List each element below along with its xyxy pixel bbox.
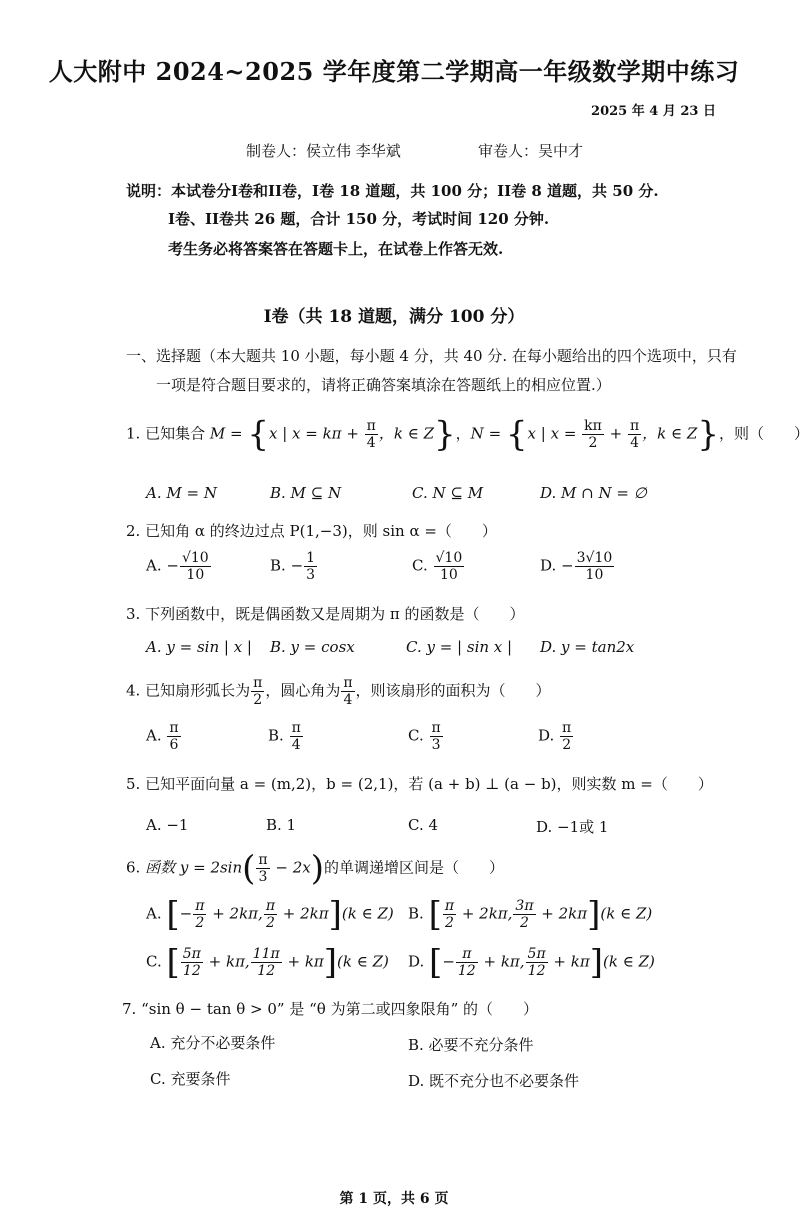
q6-d-tail: (k ∈ Z) [602, 952, 655, 971]
q1-option-d: D. M ∩ N = ∅ [540, 484, 647, 502]
q3-option-d: D. y = tan2x [540, 638, 635, 656]
q2-c-frac [434, 550, 465, 583]
q7-number: 7. [122, 1000, 137, 1018]
q6-a-lbracket: [ [166, 894, 180, 935]
q6-d-rbracket: ] [589, 942, 603, 983]
q4-a-frac [167, 720, 180, 753]
q6-stem-b: 的单调递增区间是（ ） [323, 858, 504, 877]
q6-b-frac-2 [513, 898, 535, 931]
q4-frac-1 [251, 675, 264, 708]
q2-option-d [540, 550, 615, 583]
q6-c-lbracket: [ [166, 942, 180, 983]
q6-a-label: A. [146, 904, 162, 923]
q6-c-term-2: + kπ [282, 952, 324, 971]
q1-frac-3-den: 4 [630, 435, 640, 451]
question-5 [126, 773, 713, 794]
q1-number: 1. [126, 424, 141, 443]
q6-d-term-1: + kπ, [478, 952, 525, 971]
q2-a-sign: − [166, 556, 179, 575]
page-number: 第 1 页，共 6 页 [339, 1191, 449, 1207]
q6-option-a [146, 894, 394, 935]
q6-d-frac-1 [456, 946, 478, 979]
q4-b-num: π [291, 720, 301, 736]
q1-M: M [209, 424, 226, 443]
q1-frac-1 [365, 418, 378, 451]
q5-stem: 已知平面向量 a = (m,2)，b = (2,1)，若 (a + b) ⊥ (a − b)，则实数 m =（ ） [145, 775, 713, 793]
q5-option-d: D. −1或 1 [536, 818, 609, 836]
q1-eq-2: = [483, 424, 506, 443]
q5-option-a: A. −1 [146, 816, 189, 834]
q4-a-label: A. [146, 726, 162, 745]
q4-stem-a: 已知扇形弧长为 [145, 681, 251, 700]
q4-b-den: 4 [291, 737, 301, 753]
q1-set2b: + [604, 424, 627, 443]
q6-d-f2-num: 5π [527, 946, 546, 962]
q6-b-label: B. [408, 904, 424, 923]
q4-a-den: 6 [169, 737, 179, 753]
q6-d-sign: − [442, 952, 455, 971]
q1-frac-2-num: kπ [584, 418, 602, 434]
q6-c-rbracket: ] [323, 942, 338, 983]
q5-option-c: C. 4 [408, 816, 439, 834]
q1-set1b: ，k ∈ Z [378, 424, 435, 443]
q6-d-frac-2 [526, 946, 548, 979]
q4-f1-num: π [253, 675, 263, 691]
q6-frac [256, 852, 269, 885]
q4-c-frac [430, 720, 443, 753]
q1-rbrace-2: } [697, 414, 719, 455]
q1-option-b: B. M ⊆ N [270, 484, 342, 502]
q2-d-num: 3√10 [576, 550, 613, 566]
q6-a-f1-num: π [195, 898, 205, 914]
q6-d-lbracket: [ [429, 942, 443, 983]
q6-c-f1-num: 5π [182, 946, 201, 962]
q4-stem-c: ，则该扇形的面积为（ ） [355, 681, 551, 700]
q1-set1: x | x = kπ + [268, 424, 364, 443]
q6-b-f1-num: π [444, 898, 455, 914]
q7-option-b: B. 必要不充分条件 [408, 1036, 534, 1054]
q1-N: N [470, 424, 484, 443]
q6-d-term-2: + kπ [548, 952, 590, 971]
q4-a-num: π [169, 720, 179, 736]
q1-option-c: C. N ⊆ M [412, 484, 484, 502]
q7-option-c: C. 充要条件 [150, 1070, 231, 1088]
q4-b-frac [290, 720, 303, 753]
q6-a-tail: (k ∈ Z) [341, 904, 394, 923]
q2-b-label: B. [270, 556, 286, 575]
q4-d-label: D. [538, 726, 555, 745]
q7-option-a: A. 充分不必要条件 [150, 1034, 276, 1052]
q4-b-label: B. [268, 726, 284, 745]
q6-c-f2-num: 11π [252, 946, 280, 962]
q6-lparen: ( [242, 848, 256, 889]
question-4 [126, 675, 551, 708]
q7-option-d: D. 既不充分也不必要条件 [408, 1072, 580, 1090]
q1-frac-2 [582, 418, 604, 451]
q6-a-term-1: + 2kπ, [207, 904, 263, 923]
q4-number: 4. [126, 681, 141, 700]
q2-a-frac [180, 550, 211, 583]
question-1 [126, 414, 809, 455]
q1-frac-2-den: 2 [588, 435, 598, 451]
q2-option-b [270, 550, 318, 583]
q3-option-b: B. y = cosx [270, 638, 355, 656]
section-title: I卷（共 18 道题，满分 100 分） [263, 307, 525, 327]
q6-d-f1-den: 12 [457, 963, 476, 979]
q4-d-num: π [562, 720, 572, 736]
q6-b-term-2: + 2kπ [536, 904, 588, 923]
q6-d-f2-den: 12 [527, 963, 546, 979]
q6-inner-post: − 2x [270, 858, 311, 877]
q2-c-num: √10 [435, 550, 463, 566]
part1-line-2: 一项是符合题目要求的，请将正确答案填涂在答题纸上的相应位置.） [156, 376, 611, 394]
question-6 [126, 848, 504, 889]
q6-c-tail: (k ∈ Z) [337, 952, 389, 971]
q6-d-label: D. [408, 952, 425, 971]
q6-c-frac-2 [251, 946, 282, 979]
authors: 制卷人：侯立伟 李华斌 [246, 142, 401, 160]
q6-a-frac-2 [264, 898, 277, 931]
q2-a-label: A. [146, 556, 162, 575]
q6-c-f2-den: 12 [257, 963, 276, 979]
q1-sep: ， [455, 424, 471, 443]
q6-a-rbracket: ] [328, 894, 342, 935]
exam-date: 2025 年 4 月 23 日 [591, 104, 716, 119]
q4-option-d [538, 720, 574, 753]
q6-a-term-2: + 2kπ [278, 904, 329, 923]
q1-eq: = [225, 424, 248, 443]
q5-number: 5. [126, 775, 141, 793]
q6-c-frac-1 [181, 946, 203, 979]
q6-a-f2-den: 2 [265, 915, 275, 931]
q4-f1-den: 2 [253, 692, 263, 708]
q1-frac-3-num: π [629, 418, 640, 434]
q6-frac-den: 3 [258, 869, 268, 885]
q5-option-b: B. 1 [266, 816, 297, 834]
q4-c-den: 3 [431, 737, 441, 753]
q4-f2-den: 4 [343, 692, 353, 708]
q4-c-label: C. [408, 726, 424, 745]
q6-option-c [146, 942, 389, 983]
q1-lbrace-2: { [505, 414, 528, 455]
q2-d-den: 10 [585, 567, 604, 583]
note-line-2: I卷、II卷共 26 题，合计 150 分，考试时间 120 分钟. [168, 210, 550, 228]
q1-frac-1-den: 4 [366, 435, 376, 451]
q2-c-den: 10 [439, 567, 458, 583]
q6-b-f1-den: 2 [444, 915, 454, 931]
q2-option-c [412, 550, 465, 583]
q2-a-den: 10 [186, 567, 205, 583]
q1-set2: x | x = [527, 424, 582, 443]
q1-rbrace-1: } [434, 414, 456, 455]
q2-b-den: 3 [306, 567, 316, 583]
q2-number: 2. [126, 522, 141, 540]
q6-a-f1-den: 2 [195, 915, 205, 931]
q4-option-b [268, 720, 304, 753]
q6-c-f1-den: 12 [182, 963, 201, 979]
q4-d-frac [560, 720, 573, 753]
q6-a-frac-1 [193, 898, 206, 931]
q6-b-rbracket: ] [587, 894, 601, 935]
q1-option-a: A. M = N [146, 484, 217, 502]
q6-a-f2-num: π [265, 898, 276, 914]
note-line-3: 考生务必将答案答在答题卡上，在试卷上作答无效. [168, 240, 504, 258]
q4-option-c [408, 720, 444, 753]
q2-stem: 已知角 α 的终边过点 P(1,−3)，则 sin α =（ ） [145, 522, 497, 540]
reviewer: 审卷人：吴中才 [478, 142, 584, 160]
q4-c-num: π [431, 720, 441, 736]
question-7 [122, 998, 538, 1019]
q6-number: 6. [126, 858, 141, 877]
page-title: 人大附中 2024~2025 学年度第二学期高一年级数学期中练习 [48, 57, 740, 86]
q6-option-b [408, 894, 653, 935]
q2-d-frac [575, 550, 615, 583]
q3-option-c: C. y = | sin x | [406, 638, 513, 656]
q2-d-sign: − [561, 556, 574, 575]
q6-frac-num: π [258, 852, 268, 868]
q2-option-a [146, 550, 212, 583]
q6-b-lbracket: [ [428, 894, 442, 935]
q6-a-sign: − [179, 904, 193, 923]
q2-c-label: C. [412, 556, 428, 575]
q6-b-tail: (k ∈ Z) [600, 904, 653, 923]
q3-option-a: A. y = sin | x | [146, 638, 252, 656]
q6-b-f2-num: 3π [515, 898, 534, 914]
q2-b-num: 1 [306, 550, 316, 566]
q6-b-term-1: + 2kπ, [457, 904, 513, 923]
q6-b-frac-1 [443, 898, 456, 931]
q4-d-den: 2 [562, 737, 572, 753]
q2-d-label: D. [540, 556, 557, 575]
q1-lbrace-1: { [247, 414, 269, 455]
note-line-1: 说明：本试卷分I卷和II卷，I卷 18 道题，共 100 分；II卷 8 道题，共 50 分. [126, 182, 659, 200]
part1-line-1: 一、选择题（本大题共 10 小题，每小题 4 分，共 40 分. 在每小题给出的四个选项中，只有 [126, 347, 737, 365]
q6-option-d [408, 942, 655, 983]
q6-rparen: ) [310, 848, 324, 889]
q2-b-frac [304, 550, 317, 583]
q4-f2-num: π [343, 675, 353, 691]
q6-stem-a: 函数 y = 2sin [145, 858, 243, 877]
q1-frac-3 [628, 418, 641, 451]
q6-c-label: C. [146, 952, 162, 971]
question-2 [126, 520, 497, 541]
q3-number: 3. [126, 605, 141, 623]
q2-a-num: √10 [181, 550, 209, 566]
q7-stem: “sin θ − tan θ > 0” 是 “θ 为第二或四象限角” 的（ ） [141, 1000, 539, 1018]
q1-frac-1-num: π [366, 418, 376, 434]
q4-option-a [146, 720, 182, 753]
q3-stem: 下列函数中，既是偶函数又是周期为 π 的函数是（ ） [145, 605, 525, 623]
q2-b-sign: − [290, 556, 304, 575]
q6-d-f1-num: π [456, 946, 478, 963]
q4-frac-2 [341, 675, 354, 708]
q1-stem-a: 已知集合 [145, 424, 210, 443]
q1-set2c: ，k ∈ Z [642, 424, 698, 443]
q4-stem-b: ，圆心角为 [265, 681, 341, 700]
q1-tail: ，则（ ） [718, 424, 809, 443]
question-3 [126, 603, 525, 624]
q6-c-term-1: + kπ, [203, 952, 250, 971]
q6-b-f2-den: 2 [520, 915, 529, 931]
